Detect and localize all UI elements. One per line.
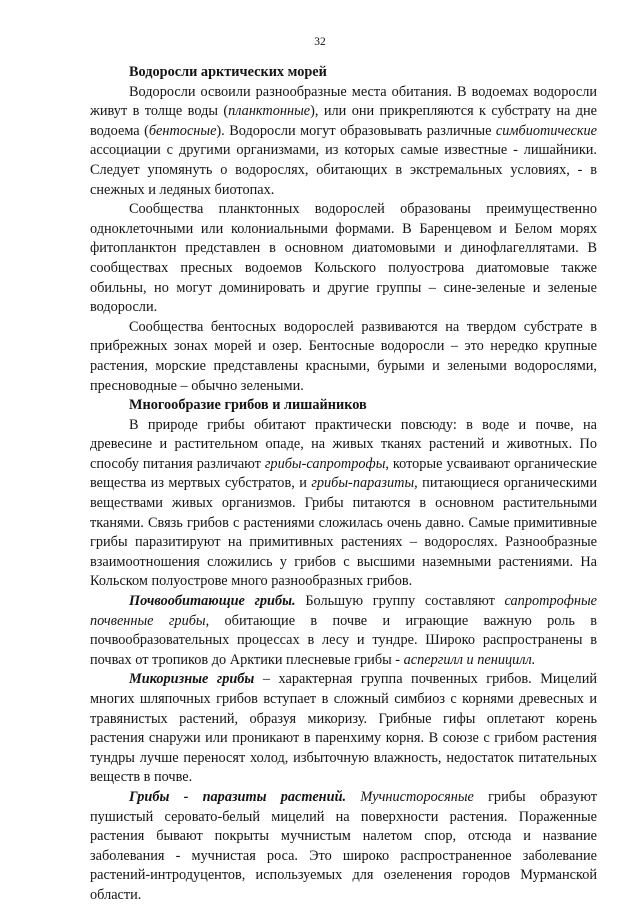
term-aspergillus-penicillium: аспергилл и пеницилл. (403, 651, 536, 668)
subheading-mycorrhizal-fungi: Микоризные грибы (129, 671, 255, 688)
section-heading-algae: Водоросли арктических морей (129, 64, 327, 80)
term-symbiotic: симбиотические (495, 122, 598, 139)
paragraph-plankton: Сообщества планктонных водорослей образованы преимущественно одноклеточными или колониальными формами. В Баренцевом и Белом морях фитопланктон представлен в основном диатомовыми и динофлагеллятами. В сообществах пресных водоемов Кольского полуострова диатомовые также обильны, но могут доминировать и другие группы – сине-зеленые и зеленые водоросли. (90, 201, 597, 316)
term-saprotrophs: грибы-сапротрофы (264, 455, 386, 472)
paragraph-mycorrhizal-fungi (90, 670, 597, 788)
page-number: 32 (314, 36, 326, 48)
text-run (346, 789, 360, 805)
paragraph-plant-parasites (90, 788, 597, 906)
text-run: ), или они прикрепляются к субстрату на дне водоема ( (90, 103, 597, 139)
text-run: , питающиеся органическими веществами живых организмов. Грибы питаются в основном растительными тканями. Связь грибов с растениями сложилась очень давно. Самые примитивные грибы паразитируют на примитивных растениях – водорослях. Разнообразные взаимоотношения сложились у грибов с высшими наземными растениями. На Кольском полуострове много разнообразных грибов. (90, 475, 597, 590)
text-run: В природе грибы обитают практически повсюду: в воде и почве, на древесине и растительном опаде, на живых тканях растений и животных. По способу питания различают (90, 416, 597, 472)
text-run: Водоросли освоили разнообразные места обитания. В водоемах водоросли живут в толще воды ( (90, 83, 597, 120)
page-body (90, 63, 597, 906)
subheading-plant-parasites: Грибы - паразиты растений. (129, 788, 347, 805)
term-parasites: грибы-паразиты (311, 475, 415, 492)
section-heading-fungi: Многообразие грибов и лишайников (129, 397, 367, 414)
text-run: грибы образуют пушистый серовато-белый мицелий на поверхности растения. Пораженные растения бывают покрыты мучнистым налетом спор, отсюда и название заболевания - мучнистая роса. Это широко распространенное заболевание растений-интродуцентов, используемых для озеленения городов Мурманской области. (90, 788, 597, 903)
text-run: ассоциации с другими организмами, из которых самые известные - лишайники. Следует упомянуть о водорослях, обитающих в экстремальных условиях, - в снежных и ледяных биотопах. (90, 142, 597, 198)
term-powdery-mildew: Мучнисторосяные (360, 788, 474, 805)
text-run: Большую группу составляют (295, 593, 505, 610)
subheading-soil-fungi: Почвообитающие грибы. (129, 593, 296, 610)
paragraph-benthos: Сообщества бентосных водорослей развиваются на твердом субстрате в прибрежных зонах морей и озер. Бентосные водоросли – это нередко крупные растения, морские представлены красными, бурыми и зелеными водорослями, пресноводные – обычно зелеными. (90, 318, 597, 394)
text-run: , обитающие в почве и играющие важную роль в почвообразовательных процессах в лесу и тундре. Широко распространены в почвах от тропиков до Арктики плесневые грибы - (90, 612, 597, 668)
term-benthic: бентосные (148, 122, 217, 139)
term-saprotrophic-soil-fungi: сапротрофные почвенные грибы (90, 593, 598, 629)
text-run: ). Водоросли могут образовывать различные (216, 122, 496, 139)
text-run: – характерная группа почвенных грибов. Мицелий многих шляпочных грибов вступает в сложный симбиоз с корнями древесных и травянистых растений, образуя микоризу. Грибные гифы оплетают корень растения снаружи или проникают в паренхиму корня. В союзе с грибом растения тундры лучше переносят холод, избыточную влажность, недостаток питательных веществ в почве. (90, 671, 597, 786)
paragraph-fungi-intro (90, 416, 597, 592)
term-planktonic: планктонные (228, 103, 311, 120)
paragraph-algae-habitats (90, 83, 597, 201)
paragraph-soil-fungi (90, 592, 597, 670)
text-run: , которые усваивают органические вещества из мертвых субстратов, и (90, 455, 597, 492)
